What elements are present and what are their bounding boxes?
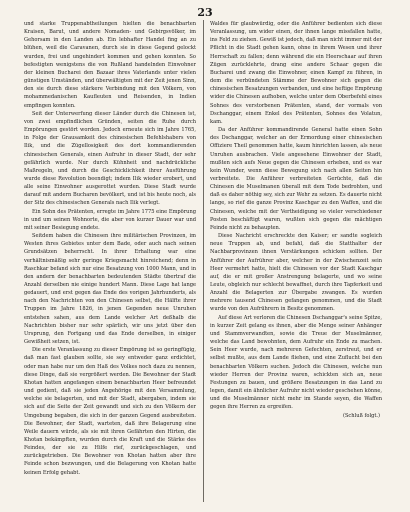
text-columns [24, 20, 382, 502]
paragraph: Auf diese Art verloren die Chinesen Dschanggar's seine Spitze, in kurzer Zeit gelang es ihnen, aber die Menge seiner Anhänger und Stammverwandten, sowie die Treue der Muselmänner, welche das Land bewohnten, dem Aufruhr ein Ende zu machen. Sein Heer wurde, nach mehreren Gefechten, zerstreut, und er selbst mußte, aus dem Lande fliehen, und eine Zuflucht bei den benachbarten Völkern suchen. Jedoch die Chinesen, welche nun wieder Herren der Provinz waren, schickten sich an, neue Festungen zu bauen, und größere Besatzungen in das Land zu legen, damit ein ähnlicher Aufruhr nicht wieder geschehen könne, und die Muselmänner nicht mehr im Stande seyen, die Waffen gegen ihre Herren zu ergreifen. [210, 314, 382, 411]
left-column [24, 20, 196, 502]
paragraph: Diese Nachricht erschreckte den Kaiser; er sandte sogleich neue Truppen ab, und befahl, daß die Statthalter der Nachbarprovinzen ihnen Verstärkungen schicken sollten. Der Anführer der Aufrührer aber, welcher in der Zwischenzeit sein Heer vermehrt hatte, hielt die Chinesen vor der Stadt Kaschgar auf, die er mit großer Anstrengung belagerte, und wo seine Leute, obgleich nur schlecht bewaffnet, durch ihre Tapferkeit und Anzahl die Belagerten zur Übergabe zwangen. Es wurden mehrere tausend Chinesen gefangen genommen, und die Stadt wurde von den Aufrührern in Besitz genommen. [210, 233, 382, 313]
continuation-note: (Schluß folgt.) [342, 412, 380, 419]
right-column [210, 20, 382, 502]
paragraph: und starke Truppenabtheilungen hielten die benachbarten Kraisen, Barut, und andere Nomaden- und Gebirgsvölker, im Gehorsam in den Landen ab. Ein lebhafter Handel fing an zu blühen, weil die Caravanen, durch sie in diese Gegend gelockt wurden, frei und ungehindert kommen und gehen konnten. So befestigten wenigstens die von Rußland handelnden Einwohner der kleinen Bucharei den Bazaar ihres Vaterlands unter vielen günstigen Umständen, und überwältigten mit der Zeit jenen Sinn, den sie durch diese stärkere Verbindung mit den Völkern, von mohammedanischen Kaufleuten und Reisenden, in Indien empfingen konnten. [24, 21, 196, 109]
paragraph: Da der Anführer kommandirende General hatte einen Sohn des Dschanggar, welcher an der Ermordung einer chinesischen Offiziere Theil genommen hatte, kaum hinrichten lassen, als neue Unruhen ausbrachen. Viele angesehene Einwohner der Stadt, mußten sich aufs Neue gegen die Chinesen erheben, und es war kein Wunder, wenn diese Bewegung sich nach allen Seiten hin verbreitete. Die Anführer verbreiteten Gerüchte, daß die Chinesen die Muselmanen überall mit dem Tode bedrohten, und daß es daher nöthig sey, sich zur Wehr zu setzen. Es dauerte nicht lange, so rief die ganze Provinz Kaschgar zu den Waffen, und die Chinesen, welche mit der Vertheidigung so vieler verschiedener Posten beschäftigt waren, wußten sich gegen die mächtigen Feinde nicht zu behaupten. [210, 127, 382, 231]
paragraph: Seit der Unterwerfung dieser Länder durch die Chinesen ist, von zwei empfindlichen Gründen, seiten die Ruhe durch Empörungen gestört worden. Jedoch erneute sich im Jahre 1765, in Folge der Grausamkeit des chinesischen Befehlshabers von Ilik, und die Zügellosigkeit des dort kommandierenden chinesischen Generals, einen Aufruhr in dieser Stadt, der sehr gefährlich wurde. Nur durch Kühnheit und nachdrückliche Maßregeln, und durch die Geschicklichkeit ihrer Ausführung wurde diese Revolution beendigt; indem Ilik wieder erobert, und alle seine Einwohner ausgerottet wurden. Diese Stadt wurde darauf mit andern Bucharen bevölkert, und ist bis heute noch, als der Sitz des chinesischen Generals nach Ilik verlegt. [24, 110, 196, 207]
paragraph: Seitdem haben die Chinesen ihre militärischen Provinzen, im Westen ihres Gebietes unter dem Bade, oder auch nach seinen Grundsätzen beherrscht. In ihrer Erhaltung war eine verhältnismäßig sehr geringe Kriegsmacht hinreichend; denn in Raschkar befand sich nur eine Besatzung von 1000 Mann, und in den andern der benachbarten bedeutenden Städte übertraf die Anzahl derselben nie einige hundert Mann. Diese Lage hat lange gedauert, und erst gegen das Ende des vorigen Jahrhunderts, als nach den Nachrichten von den Chinesen selbst, die Hälfte ihrer Truppen im Jahre 1826, in jenen Gegenden neue Unruhen entstehen sahen, aus dem Lande welcher Art deßhalb die Nachrichten bisher nur sehr spärlich, wir uns jetzt über den Ursprung, den Fortgang und das Ende derselben, in einiger Gewißheit setzen, ist. [24, 233, 196, 346]
column-divider [203, 20, 204, 502]
paragraph: Ein Sohn des Prätenten, erregte im Jahre 1775 eine Empörung in und um seinen Wohnorte, die aber von kurzer Dauer war und mit seiner Besiegung endete. [24, 208, 196, 231]
paragraph: Waldes für glaubwürdig, oder die Anführer bedienten sich diese Veranlassung, um wider einen, der ihnen lange missfallen hatte, ins Feld zu ziehen. Gewiß ist jedoch, daß man nicht immer mit der Pflicht in die Stadt gehen kann, ohne in ihrem Wesen und ihrer Herrschaft zu fallen; denn während die ein Heerschaar auf ihren Zügen zurücklehrte, drang eine andere Schaar gegen die Bucharei und zwang die Einwohner, einen Kampf zu führen, in dem die verbündeten Stämme der Bewohner sich gegen die chinesischen Besatzungen verbanden, und eine heftige Empörung wider die Chinesen aufhoben, welche unter dem Oberbefehl eines Sohnes des verstorbenen Prätenten, stand, der vormals von Dschanggar, einem Enkel des Prätenten, Sohnes des Volatun, kam. [210, 21, 382, 125]
paragraph: Die erste Veranlassung zu dieser Empörung ist so geringfügig, daß man fast glauben sollte, sie sey entweder ganz erdichtet, oder man habe nur um den Haß des Volkes noch dazu zu nennen, diese Dinge, daß sie vergrößert werden. Die Bewohner der Stadt Khotan hatten angefangen einem benachbarten Heer befreundet und gedient, daß sie jeden Angehörige mit den Versammlung, welche sie belagerten, und mit der Stadt, abergaben, indem sie sich auf die Seite der Zeit gewandt und sich zu den Völkern der Umgebung begaben, die sich in der ganzen Gegend ausbreiteten. Die Bewohner, der Stadt, warteten, daß ihre Belagerung eine Weile dauern würde, als sie mit ihren Gefährten den Hirten, die Khotan bekämpften, wurden durch die Kraft und die Stärke des Feindes, der sie zu Hilfe rief, zurückgeschlagen, und zurückgetrieben. Die Bewohner von Khotan hatten aber ihre Feinde schon bezwungen, und die Belagerung von Khotan hatte keinen Erfolg gehabt. [24, 347, 196, 476]
page-number: 23 [197, 6, 213, 19]
